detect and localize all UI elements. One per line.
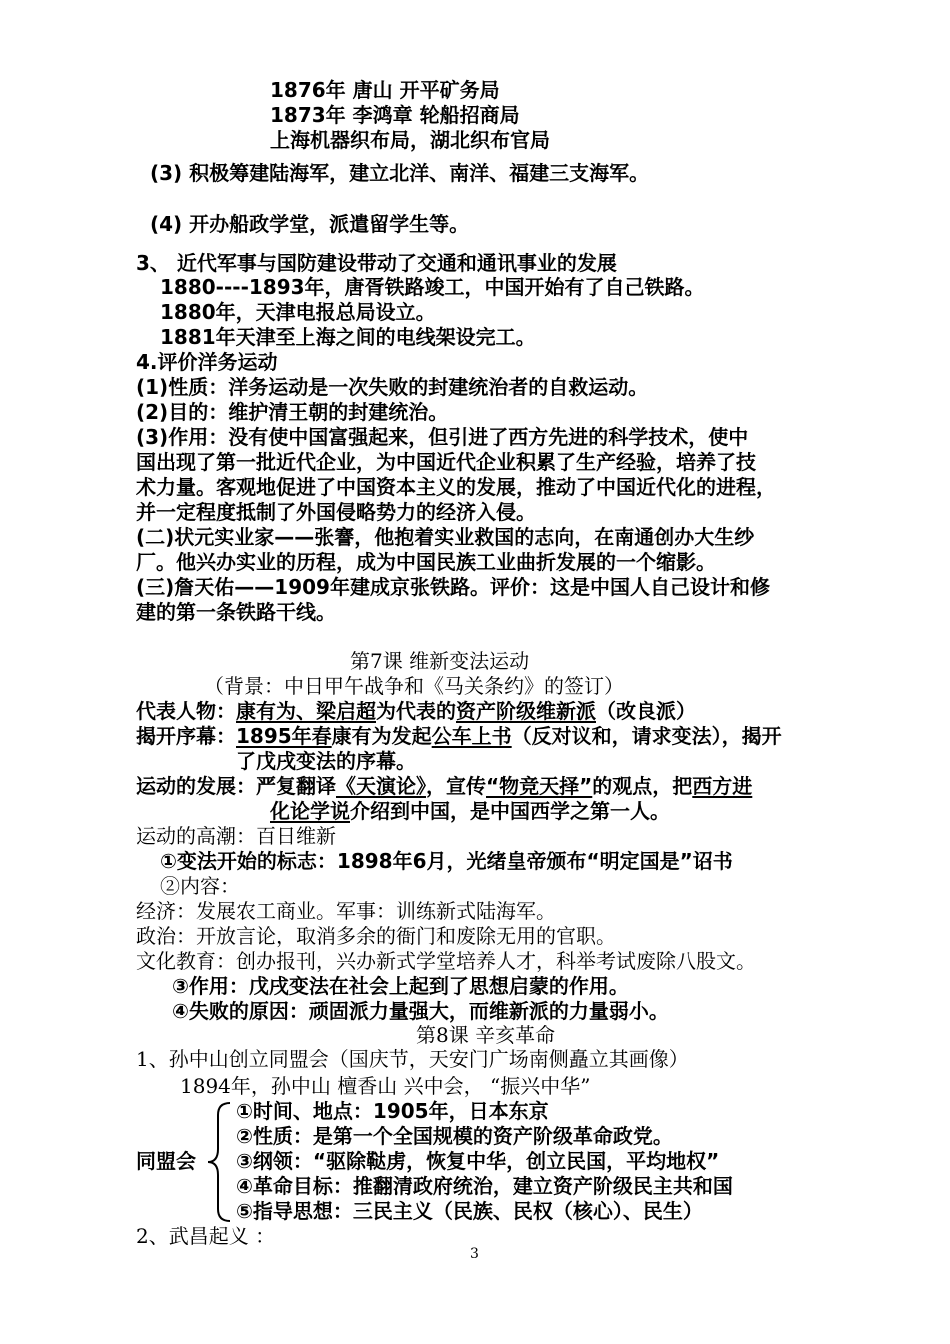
text-line: 术力量。客观地促进了中国资本主义的发展，推动了中国近代化的进程， [136, 475, 776, 499]
text-line [136, 698, 696, 724]
underlined-text: 1895年春 [236, 724, 332, 748]
text-line: ④革命目标：推翻清政府统治，建立资产阶级民主共和国 [236, 1174, 733, 1198]
label: 揭开序幕： [136, 724, 236, 748]
lesson-7-title: 第7课 维新变法运动 [350, 649, 530, 673]
text-line: (1)性质：洋务运动是一次失败的封建统治者的自救运动。 [136, 375, 649, 399]
text-line: 1876年 唐山 开平矿务局 [270, 78, 500, 102]
underlined-text: 化论学说 [270, 799, 350, 823]
text-line: ①时间、地点：1905年，日本东京 [236, 1099, 549, 1123]
text: 康有为发起 [331, 724, 432, 748]
underlined-text: 西方进 [692, 774, 753, 798]
text-line: (3) 积极筹建陆海军，建立北洋、南洋、福建三支海军。 [150, 161, 650, 185]
text: ，宣传 [426, 774, 486, 798]
text-line: 1881年天津至上海之间的电线架设完工。 [160, 325, 536, 349]
text-line: (二)状元实业家——张謇，他抱着实业救国的志向，在南通创办大生纱 [136, 525, 755, 549]
text-line: ③纲领：“驱除鞑虏，恢复中华，创立民国，平均地权” [236, 1149, 720, 1173]
text-line: 文化教育：创办报刊，兴办新式学堂培养人才，科举考试废除八股文。 [136, 949, 756, 973]
text: 为代表的 [376, 699, 456, 723]
text-line [136, 773, 752, 799]
text-line: (4) 开办船政学堂，派遣留学生等。 [150, 212, 470, 236]
tongmenghui-label: 同盟会 [136, 1149, 196, 1173]
text-line: 并一定程度抵制了外国侵略势力的经济入侵。 [136, 500, 536, 524]
label: 代表人物： [136, 699, 236, 723]
label: 运动的发展：严复翻译 [136, 774, 336, 798]
text-line: 1894年，孙中山 檀香山 兴中会， “振兴中华” [180, 1074, 591, 1098]
text-line [136, 723, 782, 749]
text-line: 1880----1893年，唐胥铁路竣工，中国开始有了自己铁路。 [160, 275, 705, 299]
text-line: ⑤指导思想：三民主义（民族、民权（核心）、民生） [236, 1199, 703, 1223]
text: 介绍到中国，是中国西学之第一人。 [350, 799, 670, 823]
text-line: 1、孙中山创立同盟会（国庆节，天安门广场南侧矗立其画像） [136, 1047, 689, 1071]
text-line: ①变法开始的标志：1898年6月，光绪皇帝颁布“明定国是”诏书 [160, 849, 733, 873]
text-line: 3、 近代军事与国防建设带动了交通和通讯事业的发展 [136, 251, 617, 275]
curly-brace-icon [204, 1101, 234, 1223]
lesson-7-background: （背景：中日甲午战争和《马关条约》的签订） [204, 674, 624, 698]
text-line: 上海机器织布局，湖北织布官局 [270, 128, 550, 152]
text-line: ④失败的原因：顽固派力量强大，而维新派的力量弱小。 [172, 999, 669, 1023]
underlined-text: 公车上书 [431, 724, 512, 748]
text-line: 政治：开放言论，取消多余的衙门和废除无用的官职。 [136, 924, 616, 948]
underlined-text: 康有为、梁启超 [236, 699, 376, 723]
text-line: 4.评价洋务运动 [136, 350, 278, 374]
text-line: (3)作用：没有使中国富强起来，但引进了西方先进的科学技术，使中 [136, 425, 749, 449]
text-line: 1873年 李鸿章 轮船招商局 [270, 103, 520, 127]
text-line: 建的第一条铁路干线。 [136, 600, 336, 624]
text-line: ②内容： [160, 874, 240, 898]
text-line: ②性质：是第一个全国规模的资产阶级革命政党。 [236, 1124, 673, 1148]
text-line: 经济：发展农工商业。军事：训练新式陆海军。 [136, 899, 556, 923]
text-line: 国出现了第一批近代企业，为中国近代企业积累了生产经验，培养了技 [136, 450, 756, 474]
page-number: 3 [470, 1246, 479, 1262]
text-line: ③作用：戊戌变法在社会上起到了思想启蒙的作用。 [172, 974, 629, 998]
text-line: 2、武昌起义 ： [136, 1224, 276, 1248]
text-line [270, 798, 670, 824]
text-line: 厂。他兴办实业的历程，成为中国民族工业曲折发展的一个缩影。 [136, 550, 716, 574]
underlined-text: 资产阶级维新派 [456, 699, 596, 723]
text-line: (2)目的：维护清王朝的封建统治。 [136, 400, 449, 424]
underlined-text: 《天演论》 [336, 774, 426, 798]
text-line: 1880年，天津电报总局设立。 [160, 300, 436, 324]
text: （反对议和，请求变法），揭开 [511, 724, 782, 748]
text-line: 了戊戌变法的序幕。 [236, 749, 416, 773]
text: 的观点，把 [592, 774, 693, 798]
text-line: (三)詹天佑——1909年建成京张铁路。评价：这是中国人自己设计和修 [136, 575, 770, 599]
text: （改良派） [596, 699, 696, 723]
text-line: 运动的高潮：百日维新 [136, 824, 336, 848]
underlined-text: “物竞天择” [486, 774, 593, 798]
lesson-8-title: 第8课 辛亥革命 [416, 1023, 556, 1047]
